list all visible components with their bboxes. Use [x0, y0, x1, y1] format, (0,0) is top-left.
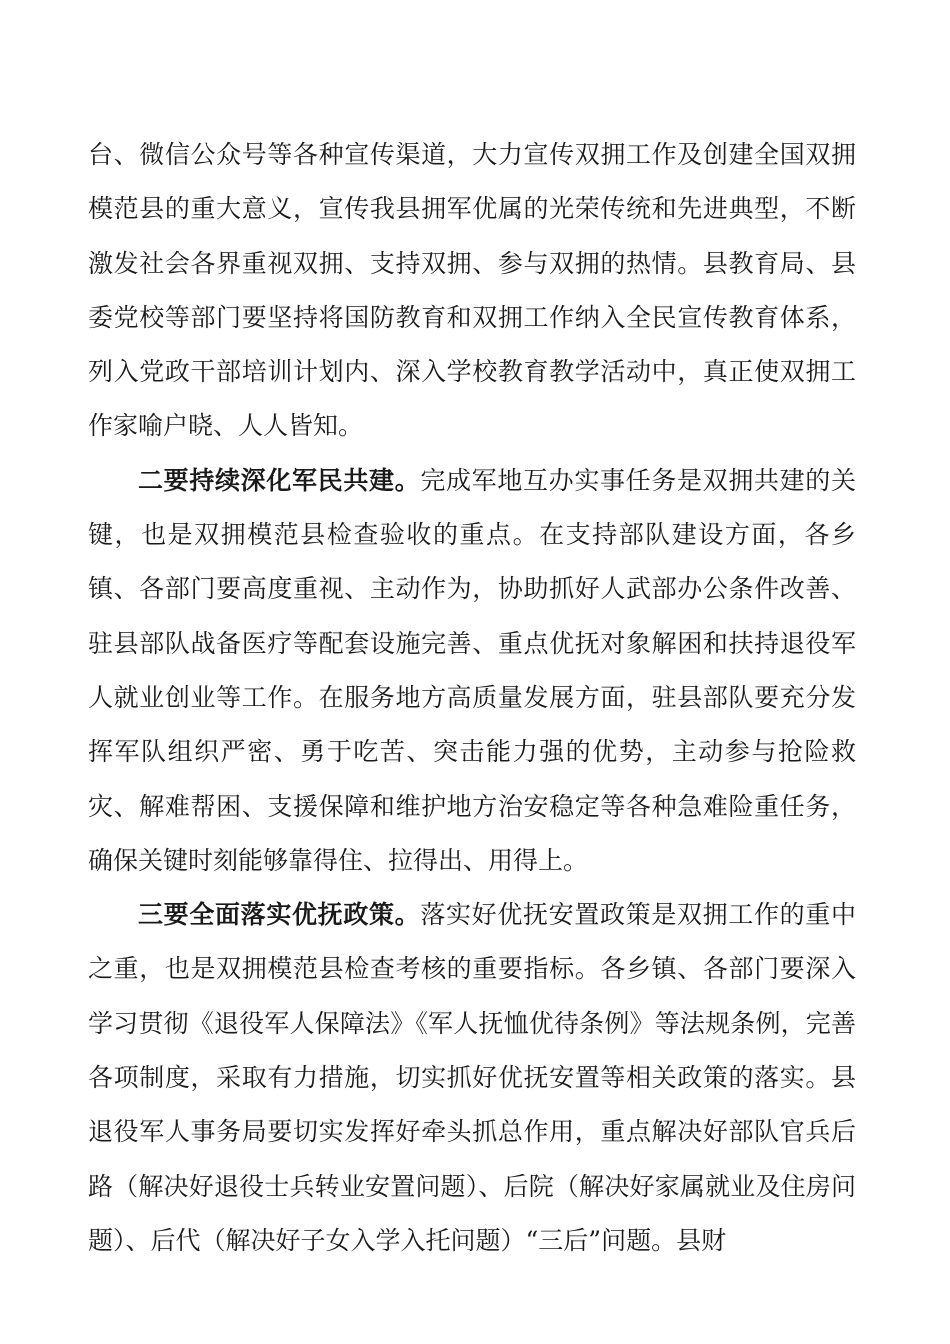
paragraph-lead-heading: 二要持续深化军民共建。: [138, 465, 421, 495]
paragraph-text: 台、微信公众号等各种宣传渠道，大力宣传双拥工作及创建全国双拥模范县的重大意义，宣传我县拥军优属的光荣传统和先进典型，不断激发社会各界重视双拥、支持双拥、参与双拥的热情。县教育局、县委党校等部门要坚持将国防教育和双拥工作纳入全民宣传教育体系，列入党政干部培训计划内、深入学校教育教学活动中，真正使双拥工作家喻户晓、人人皆知。: [88, 140, 856, 441]
paragraph-text: 落实好优抚安置政策是双拥工作的重中之重，也是双拥模范县检查考核的重要指标。各乡镇、各部门要深入学习贯彻《退役军人保障法》《军人抚恤优待条例》等法规条例，完善各项制度，采取有力措施，切实抓好优抚安置等相关政策的落实。县退役军人事务局要切实发挥好牵头抓总作用，重点解决好部队官兵后路（解决好退役士兵转业安置问题）、后院（解决好家属就业及住房问题）、后代（解决好子女入学入托问题）“三后”问题。县财: [88, 900, 856, 1255]
paragraph-preferential-policy: [88, 888, 856, 1268]
document-body: [88, 128, 856, 1268]
paragraph-military-civilian-building: [88, 454, 856, 888]
paragraph-lead-heading: 三要全面落实优抚政策。: [138, 900, 421, 930]
paragraph-text: 完成军地互办实事任务是双拥共建的关键，也是双拥模范县检查验收的重点。在支持部队建设方面，各乡镇、各部门要高度重视、主动作为，协助抓好人武部办公条件改善、驻县部队战备医疗等配套设施完善、重点优抚对象解困和扶持退役军人就业创业等工作。在服务地方高质量发展方面，驻县部队要充分发挥军队组织严密、勇于吃苦、突击能力强的优势，主动参与抢险救灾、解难帮困、支援保障和维护地方治安稳定等各种急难险重任务，确保关键时刻能够靠得住、拉得出、用得上。: [88, 465, 856, 875]
paragraph-continuation: [88, 128, 856, 454]
